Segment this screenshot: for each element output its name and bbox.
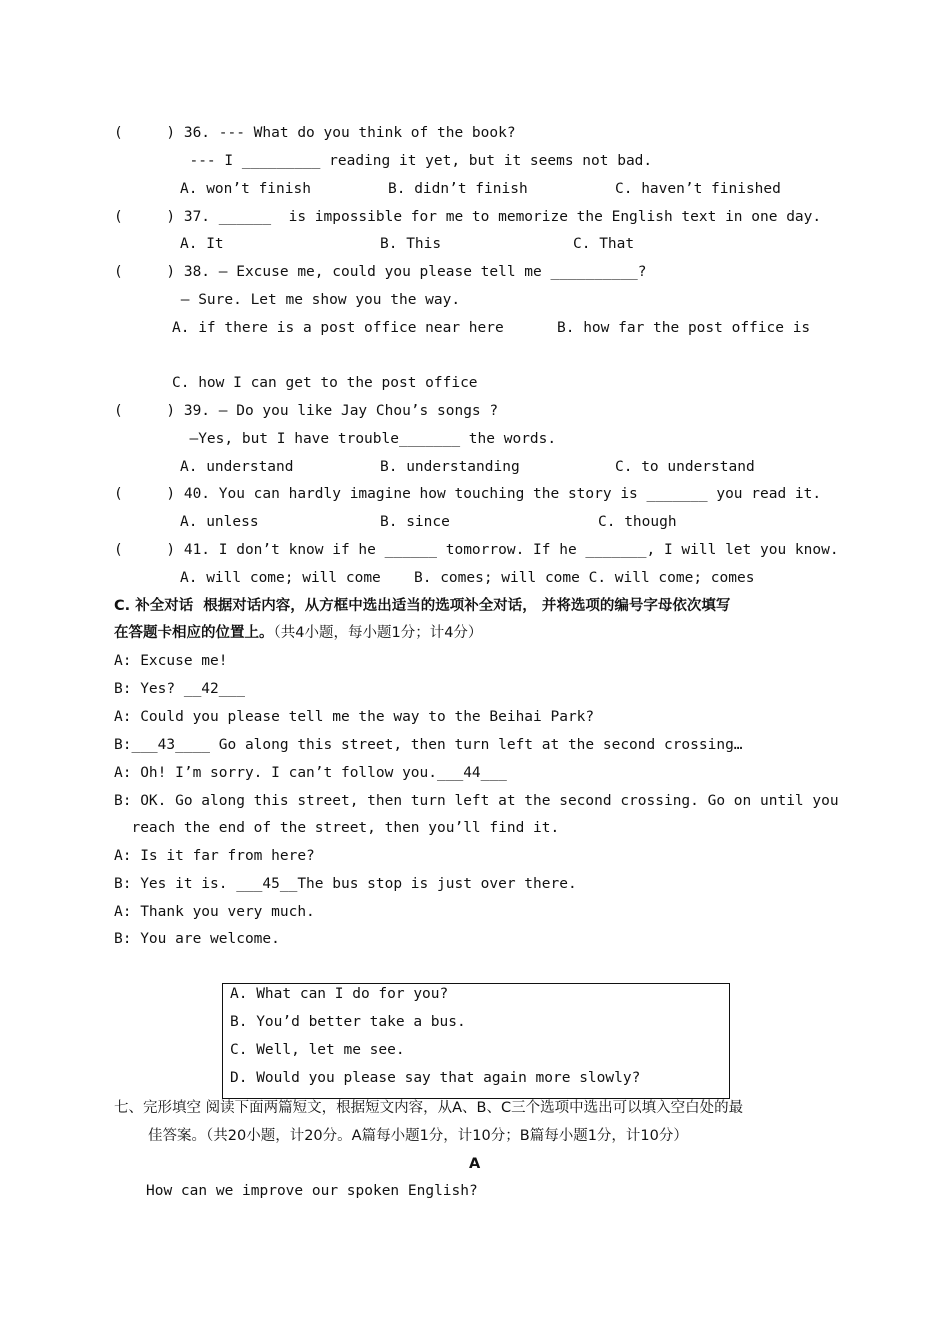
question-38-option-c: C. how I can get to the post office — [172, 375, 478, 391]
dialogue-line: B:___43____ Go along this street, then turn left at the second crossing… — [114, 737, 743, 753]
question-39-stem: ( ) 39. — Do you like Jay Chou’s songs ? — [114, 403, 499, 419]
dialogue-line: A: Thank you very much. — [114, 904, 315, 920]
question-40-stem: ( ) 40. You can hardly imagine how touching the story is _______ you read it. — [114, 486, 822, 502]
dialogue-line: B: OK. Go along this street, then turn left at the second crossing. Go on until you — [114, 793, 839, 809]
option-box-item: D. Would you please say that again more slowly? — [230, 1070, 641, 1086]
dialogue-line: A: Could you please tell me the way to the Beihai Park? — [114, 709, 595, 725]
question-41-stem: ( ) 41. I don’t know if he ______ tomorrow. If he _______, I will let you know. — [114, 542, 839, 558]
question-39-line2: —Yes, but I have trouble_______ the words. — [172, 431, 557, 447]
dialogue-line: B: You are welcome. — [114, 931, 280, 947]
dialogue-line: A: Is it far from here? — [114, 848, 315, 864]
question-36-option-a: A. won’t finish — [180, 181, 311, 197]
question-38-option-b: B. how far the post office is — [557, 320, 811, 336]
question-36-option-c: C. haven’t finished — [615, 181, 781, 197]
question-40-option-b: B. since — [380, 514, 450, 530]
section-c-title: C. 补全对话 根据对话内容，从方框中选出适当的选项补全对话， 并将选项的编号字母依次填写 — [114, 598, 731, 614]
dialogue-line: A: Excuse me! — [114, 653, 228, 669]
section-7-title-line2: 佳答案。（共20小题，计20分。A篇每小题1分，计10分；B篇每小题1分，计10分） — [148, 1128, 688, 1144]
section-c-title-line2 — [114, 623, 482, 643]
option-box-item: C. Well, let me see. — [230, 1042, 405, 1058]
question-39-option-a: A. understand — [180, 459, 294, 475]
section-c-score-note: （共4小题，每小题1分；计4分） — [273, 625, 483, 641]
section-7-title: 七、完形填空 阅读下面两篇短文，根据短文内容，从A、B、C三个选项中选出可以填入空白处的最 — [114, 1100, 744, 1116]
option-box-item: B. You’d better take a bus. — [230, 1014, 466, 1030]
dialogue-line: B: Yes? __42___ — [114, 681, 245, 697]
passage-label: A — [469, 1156, 481, 1172]
question-36-stem: ( ) 36. --- What do you think of the book? — [114, 125, 516, 141]
question-39-option-b: B. understanding — [380, 459, 520, 475]
question-39-option-c: C. to understand — [615, 459, 755, 475]
question-40-option-c: C. though — [598, 514, 677, 530]
passage-first-line: How can we improve our spoken English? — [146, 1183, 478, 1199]
question-38-stem: ( ) 38. — Excuse me, could you please tell me __________? — [114, 264, 647, 280]
dialogue-line: A: Oh! I’m sorry. I can’t follow you.___44___ — [114, 765, 507, 781]
question-37-option-b: B. This — [380, 236, 442, 252]
question-40-option-a: A. unless — [180, 514, 259, 530]
question-36-option-b: B. didn’t finish — [388, 181, 528, 197]
question-37-option-c: C. That — [573, 236, 635, 252]
question-38-option-a: A. if there is a post office near here — [172, 320, 504, 336]
option-box-item: A. What can I do for you? — [230, 986, 449, 1002]
section-c-instruction: 在答题卡相应的位置上。 — [114, 625, 274, 641]
dialogue-line: reach the end of the street, then you’ll find it. — [114, 820, 560, 836]
question-38-line2: — Sure. Let me show you the way. — [172, 292, 461, 308]
question-41-option-a: A. will come; will come — [180, 570, 381, 586]
question-37-option-a: A. It — [180, 236, 224, 252]
question-36-line2: --- I _________ reading it yet, but it seems not bad. — [172, 153, 653, 169]
question-41-option-b: B. comes; will come C. will come; comes — [414, 570, 755, 586]
question-37-stem: ( ) 37. ______ is impossible for me to memorize the English text in one day. — [114, 209, 822, 225]
dialogue-line: B: Yes it is. ___45__The bus stop is just over there. — [114, 876, 577, 892]
